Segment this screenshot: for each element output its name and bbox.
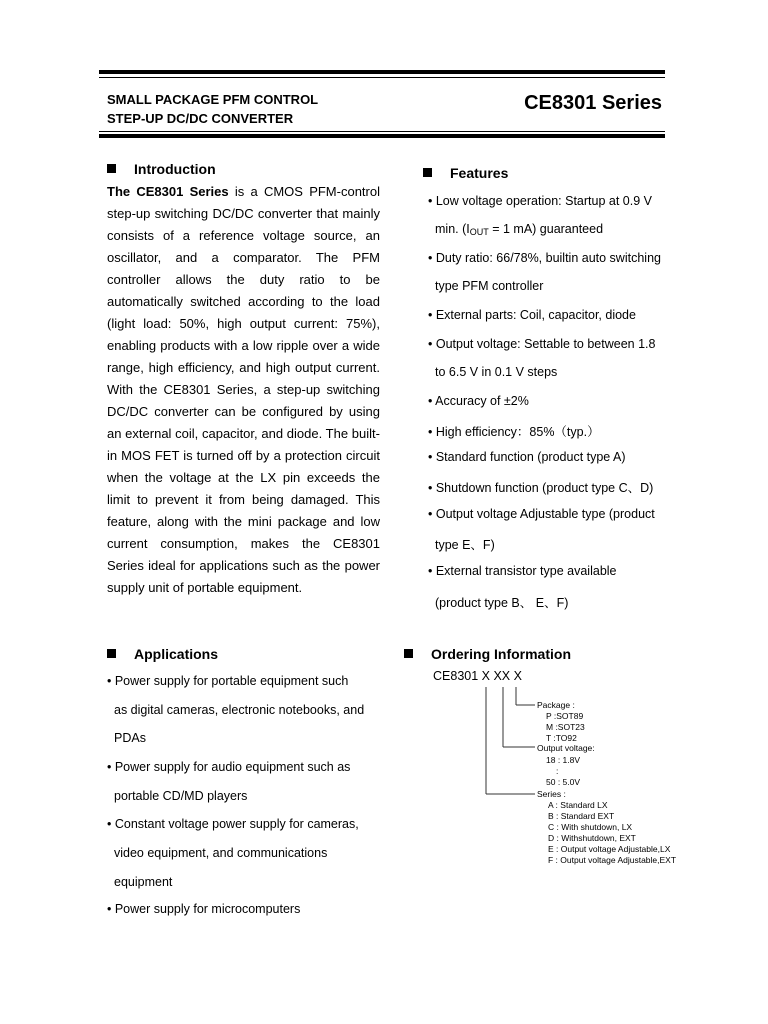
package-item: T :TO92 [546,733,577,743]
features-heading: Features [423,165,508,181]
application-line: • Power supply for microcomputers [107,902,301,916]
feature-line: • External parts: Coil, capacitor, diode [428,308,636,322]
square-bullet-icon [404,649,413,658]
header-rule-bottom-thin [99,131,665,132]
voltage-item: 50 : 5.0V [546,777,581,787]
series-label: Series : [537,789,566,799]
ordering-code: CE8301 X XX X [433,669,522,683]
feature-line: • High efficiency：85%（typ.） [428,425,600,439]
product-title: CE8301 Series [524,92,662,114]
header-rule-bottom-thick [99,134,665,138]
package-item: P :SOT89 [546,711,584,721]
application-line: • Constant voltage power supply for cameras, [107,817,359,831]
document-subtitle [107,90,318,128]
feature-line: • Output voltage Adjustable type (product [428,507,655,521]
feature-line: • Duty ratio: 66/78%, builtin auto switching [428,251,661,265]
feature-line: type PFM controller [435,279,544,293]
series-item: F : Output voltage Adjustable,EXT [548,855,677,865]
introduction-paragraph [107,181,380,599]
application-line: • Power supply for portable equipment such [107,674,349,688]
feature-line: • Accuracy of ±2% [428,394,529,408]
voltage-item: : [556,766,559,776]
feature-line: • Standard function (product type A) [428,450,626,464]
package-label: Package : [537,700,575,710]
square-bullet-icon [107,164,116,173]
feature-line: type E、F) [435,538,495,552]
series-item: B : Standard EXT [548,811,615,821]
header-rule-top-thick [99,70,665,74]
application-line: PDAs [114,731,146,745]
application-line: • Power supply for audio equipment such as [107,760,351,774]
ordering-heading: Ordering Information [404,646,571,662]
intro-lead: The CE8301 Series [107,184,229,199]
series-item: C : With shutdown, LX [548,822,633,832]
series-item: E : Output voltage Adjustable,LX [548,844,671,854]
application-line: as digital cameras, electronic notebooks, and [114,703,365,717]
feature-line: • External transistor type available [428,564,617,578]
intro-body: is a CMOS PFM-control step-up switching DC/DC converter that mainly consists of a reference voltage source, an oscillator, and a comparator. The PFM controller allows the duty ratio to be automatically switched according to the load (light load: 50%, high output current: 75%), enabling products with a low ripple over a wide range, high efficiency, and high output current. With the CE8301 Series, a step-up switching DC/DC converter can be configured by using an external coil, capacitor, and diode. The built-in MOS FET is turned off by a protection circuit when the voltage at the LX pin exceeds the limit to prevent it from being damaged. This feature, along with the mini package and low current consumption, makes the CE8301 Series ideal for applications such as the power supply unit of portable equipment. [107,184,380,595]
series-item: D : Withshutdown, EXT [548,833,636,843]
feature-line: • Low voltage operation: Startup at 0.9 V [428,194,652,208]
application-line: portable CD/MD players [114,789,248,803]
feature-line: (product type B、 E、F) [435,596,569,610]
feature-line: • Output voltage: Settable to between 1.8 [428,337,656,351]
square-bullet-icon [107,649,116,658]
package-item: M :SOT23 [546,722,585,732]
square-bullet-icon [423,168,432,177]
application-line: video equipment, and communications [114,846,328,860]
application-line: equipment [114,875,173,889]
applications-heading: Applications [107,646,218,662]
series-item: A : Standard LX [548,800,608,810]
voltage-label: Output voltage: [537,743,595,753]
feature-line: to 6.5 V in 0.1 V steps [435,365,558,379]
subtitle-line-2: STEP-UP DC/DC CONVERTER [107,111,294,126]
ordering-diagram [430,665,690,870]
voltage-item: 18 : 1.8V [546,755,581,765]
feature-line: • Shutdown function (product type C、D) [428,481,654,495]
subtitle-line-1: SMALL PACKAGE PFM CONTROL [107,92,319,107]
feature-line-min-current: min. ($I_{OUT} = 1$ mA) guaranteed [435,222,604,237]
introduction-heading: Introduction [107,161,216,177]
header-rule-top-thin [99,77,665,78]
